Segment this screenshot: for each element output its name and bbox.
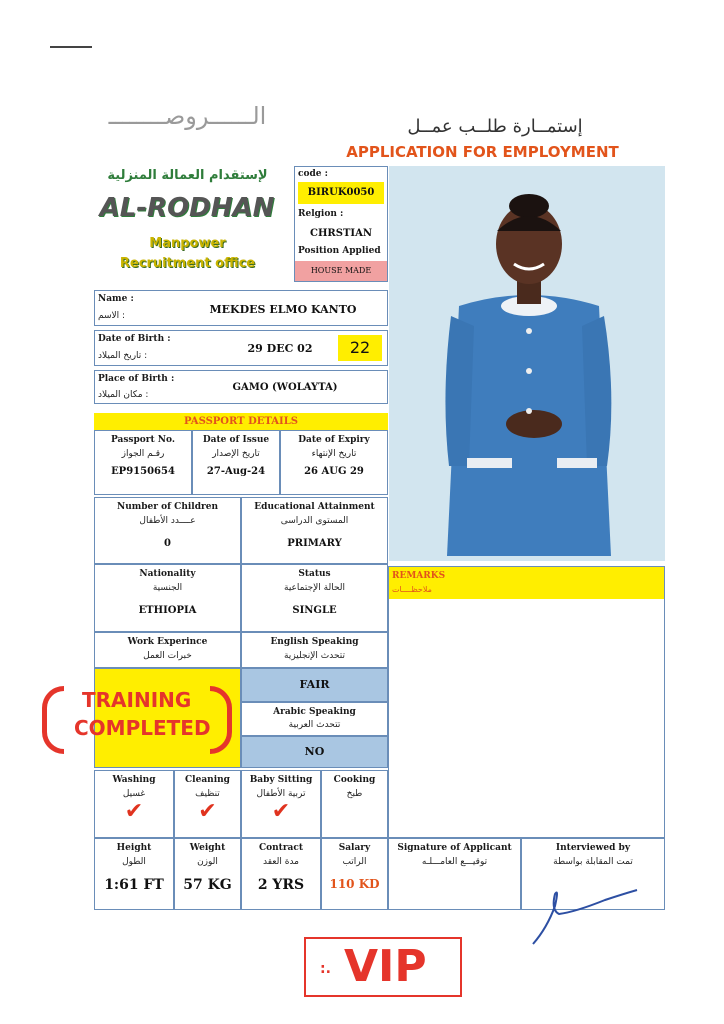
salary-arabic: الراتب	[342, 857, 367, 867]
skill-cleaning-label: Cleaning	[185, 775, 230, 785]
education-label: Educational Attainment	[254, 502, 375, 512]
salary-cell	[321, 838, 388, 910]
arabic-speaking-arabic: تتحدث العربية	[288, 720, 341, 730]
pob-label: Place of Birth :	[98, 374, 175, 384]
weight-cell	[174, 838, 241, 910]
skill-washing	[94, 770, 174, 838]
english-cell	[241, 632, 388, 668]
contract-value: 2 YRS	[257, 877, 305, 893]
salary-label: Salary	[338, 843, 371, 853]
issue-date-value: 27-Aug-24	[206, 466, 266, 477]
weight-arabic: الوزن	[197, 857, 218, 867]
expiry-date-value: 26 AUG 29	[304, 466, 364, 477]
name-arabic-label: الاسم :	[98, 311, 126, 321]
height-value: 1:61 FT	[104, 877, 164, 893]
age-value: 22	[338, 335, 382, 361]
arabic-brand-header: الــــــروصــــــــ	[108, 102, 267, 130]
arabic-speaking-value: NO	[241, 736, 388, 768]
arabic-speaking-label: Arabic Speaking	[273, 707, 356, 717]
name-row	[94, 290, 388, 326]
education-value: PRIMARY	[287, 538, 342, 549]
skill-cleaning-arabic: تنظيف	[195, 789, 220, 799]
nationality-arabic: الجنسية	[152, 583, 183, 593]
remarks-header	[389, 567, 664, 599]
status-value: SINGLE	[292, 605, 337, 616]
check-icon: ✔	[124, 799, 144, 824]
skill-cooking-label: Cooking	[333, 775, 376, 785]
nationality-value: ETHIOPIA	[138, 605, 197, 616]
passport-number-label: Passport No.	[110, 435, 176, 445]
interviewer-signature	[525, 870, 645, 950]
english-label: English Speaking	[270, 637, 359, 647]
brand-sub-manpower: Manpower	[149, 236, 226, 251]
expiry-date-cell	[280, 430, 388, 495]
vip-text: VIP	[344, 941, 427, 992]
education-arabic: المستوى الدراسى	[280, 516, 349, 526]
height-arabic: الطول	[122, 857, 146, 867]
skill-cleaning	[174, 770, 241, 838]
position-label: Position Applied	[298, 246, 381, 256]
status-cell	[241, 564, 388, 632]
remarks-arabic: ملاحظــــات	[392, 585, 432, 594]
name-value: MEKDES ELMO KANTO	[209, 303, 357, 316]
work-experience-cell	[94, 632, 241, 668]
vip-dots: :.	[320, 961, 331, 977]
skill-cooking	[321, 770, 388, 838]
children-label: Number of Children	[116, 502, 219, 512]
nationality-label: Nationality	[139, 569, 196, 579]
children-arabic: عــــدد الأطفال	[139, 516, 196, 526]
dob-label: Date of Birth :	[98, 334, 171, 344]
issue-date-arabic: تاريخ الإصدار	[212, 449, 260, 459]
weight-value: 57 KG	[183, 877, 232, 893]
pob-row	[94, 370, 388, 404]
children-cell	[94, 497, 241, 564]
corner-mark	[50, 46, 92, 48]
check-icon: ✔	[198, 799, 217, 824]
stamp-right-bracket	[210, 686, 232, 754]
code-value: BIRUK0050	[298, 182, 384, 204]
religion-label: Relgion :	[298, 209, 344, 219]
signature-cell	[388, 838, 521, 910]
name-label: Name :	[98, 294, 134, 304]
work-experience-arabic: خبرات العمل	[143, 651, 192, 661]
arabic-speaking-cell	[241, 702, 388, 736]
salary-value: 110 KD	[329, 877, 380, 891]
skill-baby-sitting	[241, 770, 321, 838]
height-cell	[94, 838, 174, 910]
form-title: APPLICATION FOR EMPLOYMENT	[346, 143, 619, 161]
info-column	[294, 166, 388, 282]
brand-sub-recruitment: Recruitment office	[119, 256, 256, 271]
contract-label: Contract	[258, 843, 304, 853]
passport-number-cell	[94, 430, 192, 495]
passport-number-value: EP9150654	[111, 466, 175, 477]
arabic-form-title: إستمــارة طلــب عمــل	[407, 116, 583, 137]
status-arabic: الحالة الإجتماعية	[284, 583, 345, 593]
remarks-box	[388, 566, 665, 838]
status-label: Status	[298, 569, 331, 579]
skill-washing-label: Washing	[112, 775, 156, 785]
interview-label: Interviewed by	[555, 843, 631, 853]
work-experience-label: Work Experince	[127, 637, 208, 647]
skill-cooking-arabic: طبخ	[346, 789, 363, 799]
training-completed-stamp	[42, 682, 232, 760]
passport-number-arabic: رقـم الجواز	[121, 449, 165, 459]
issue-date-label: Date of Issue	[202, 435, 270, 445]
issue-date-cell	[192, 430, 280, 495]
skill-baby-sitting-label: Baby Sitting	[249, 775, 313, 785]
remarks-label: REMARKS	[392, 571, 446, 581]
passport-title: PASSPORT DETAILS	[94, 413, 388, 430]
code-label: code :	[298, 169, 328, 179]
nationality-cell	[94, 564, 241, 632]
height-label: Height	[116, 843, 152, 853]
vip-stamp	[304, 937, 462, 997]
religion-value: CHRSTIAN	[310, 228, 372, 239]
signature-label: Signature of Applicant	[397, 843, 512, 853]
weight-label: Weight	[189, 843, 226, 853]
completed-text: COMPLETED	[74, 716, 211, 740]
education-cell	[241, 497, 388, 564]
applicant-photo	[389, 166, 665, 561]
interview-arabic: تمت المقابلة بواسطة	[553, 857, 633, 867]
stamp-left-bracket	[42, 686, 64, 754]
expiry-date-label: Date of Expiry	[298, 435, 370, 445]
expiry-date-arabic: تاريخ الإنتهاء	[311, 449, 357, 459]
english-arabic: تتحدث الإنجليزية	[283, 651, 346, 661]
pob-value: GAMO (WOLAYTA)	[232, 382, 338, 393]
pob-arabic-label: مكان الميلاد :	[98, 390, 149, 400]
children-value: 0	[164, 538, 171, 549]
dob-value: 29 DEC 02	[247, 342, 313, 355]
english-value: FAIR	[241, 668, 388, 702]
contract-arabic: مدة العقد	[263, 857, 299, 867]
position-value: HOUSE MADE	[295, 261, 387, 281]
arabic-office-name: لإستقدام العمالة المنزلية	[107, 168, 268, 183]
check-icon: ✔	[271, 799, 291, 824]
training-text: TRAINING	[82, 688, 192, 712]
brand-logo-text: AL-RODHAN	[99, 193, 275, 223]
dob-row	[94, 330, 388, 366]
contract-cell	[241, 838, 321, 910]
skill-baby-sitting-arabic: تربية الأطفال	[256, 789, 306, 799]
signature-arabic: توقيـــع العامـــلـه	[421, 857, 488, 867]
skill-washing-arabic: غسيل	[122, 789, 146, 799]
dob-arabic-label: تاريخ الميلاد :	[98, 351, 148, 361]
